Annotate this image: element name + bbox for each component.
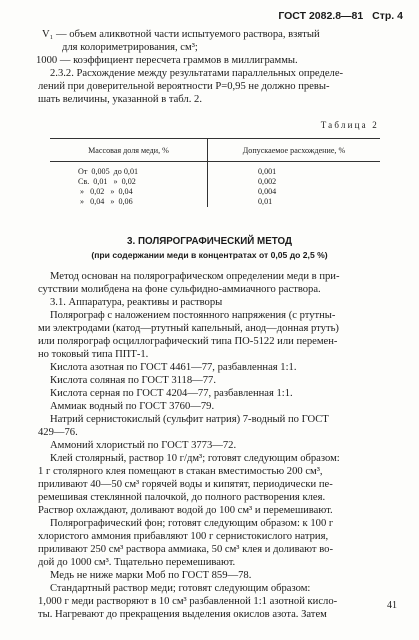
text-line: ты. Нагревают до прекращения выделения окислов азота. Затем [38, 609, 327, 620]
table-cell: От 0,005 до 0,01 [50, 162, 208, 178]
text-line: Кислота азотная по ГОСТ 4461—77, разбавленная 1:1. [50, 362, 297, 373]
table-row [50, 197, 380, 207]
text-line: сутствии молибдена на фоне сульфидно-аммиачного раствора. [38, 284, 321, 295]
text-line: ремешивая стеклянной палочкой, до полного растворения клея. [38, 492, 326, 503]
text-line: лений при доверительной вероятности P=0,95 не должно превы- [38, 81, 330, 92]
text-line: Клей столярный, раствор 10 г/дм³; готовят следующим образом: [50, 453, 340, 464]
text-line: шать величины, указанной в табл. 2. [38, 94, 202, 105]
text-line: Аммоний хлористый по ГОСТ 3773—72. [50, 440, 237, 451]
text-line: Метод основан на полярографическом определении меди в при- [50, 271, 340, 282]
page-header [272, 10, 403, 22]
text-line: приливают 40—50 см³ горячей воды и кипятят, периодически пе- [38, 479, 333, 490]
text-line: 3.1. Аппаратура, реактивы и растворы [50, 297, 223, 308]
text-line: дой до 1000 см³. Тщательно перемешивают. [38, 557, 236, 568]
table-cell: Св. 0,01 » 0,02 [50, 177, 208, 187]
text-line: Кислота соляная по ГОСТ 3118—77. [50, 375, 216, 386]
table-cell: 0,004 [258, 187, 277, 196]
text-line: Натрий сернистокислый (сульфит натрия) 7-водный по ГОСТ [50, 414, 329, 425]
text-line: хлористого аммония прибавляют 100 г сернистокислого натрия, [38, 531, 329, 542]
standard-number: ГОСТ 2082.8—81 [278, 10, 364, 22]
table-caption: Таблица 2 [320, 120, 379, 130]
text-line: Стандартный раствор меди; готовят следующим образом: [50, 583, 311, 594]
text-line: для колориметрирования, см³; [62, 42, 198, 53]
section-subtitle: (при содержании меди в концентратах от 0,05 до 2,5 %) [91, 250, 328, 260]
column-header: Допускаемое расхождение, % [208, 139, 381, 162]
text-line: 1,000 г меди растворяют в 10 см³ разбавленной 1:1 азотной кисло- [38, 596, 338, 607]
text-line: но токовый типа ППТ-1. [38, 349, 149, 360]
page-number: 41 [387, 600, 397, 611]
text-line: V₁ — объем аликвотной части испытуемого раствора, взятый [42, 29, 320, 40]
table-row [50, 177, 380, 187]
table-cell: 0,01 [258, 197, 273, 206]
text-line: 1000 — коэффициент пересчета граммов в миллиграммы. [36, 55, 298, 66]
text-line: Полярографический фон; готовят следующим образом: к 100 г [50, 518, 334, 529]
text-line: приливают 250 см³ раствора аммиака, 50 см³ клея и доливают во- [38, 544, 333, 555]
section-title: 3. ПОЛЯРОГРАФИЧЕСКИЙ МЕТОД [127, 236, 292, 247]
table-header-row [50, 139, 380, 162]
text-line: Полярограф с наложением постоянного напряжения (с ртутны- [50, 310, 336, 321]
text-line: 1 г столярного клея помещают в стакан вместимостью 200 см³, [38, 466, 323, 477]
table-cell: 0,002 [258, 177, 277, 186]
table-cell: » 0,02 » 0,04 [50, 187, 208, 197]
text-line: ми электродами (катод—ртутный капельный, анод—донная ртуть) [38, 323, 339, 334]
tolerance-table [50, 138, 380, 207]
page-label: Стр. 4 [372, 10, 403, 22]
text-line: Кислота серная по ГОСТ 4204—77, разбавленная 1:1. [50, 388, 293, 399]
text-line: 429—76. [38, 427, 78, 438]
table-row [50, 187, 380, 197]
text-line: Аммиак водный по ГОСТ 3760—79. [50, 401, 215, 412]
table-row [50, 162, 380, 178]
text-line: Раствор охлаждают, доливают водой до 100 см³ и перемешивают. [38, 505, 333, 516]
text-line: или полярограф осциллографический типа ПО-5122 или перемен- [38, 336, 338, 347]
table-cell: 0,001 [258, 167, 277, 176]
column-header: Массовая доля меди, % [50, 139, 208, 162]
table-cell: » 0,04 » 0,06 [50, 197, 208, 207]
text-line: Медь не ниже марки Моб по ГОСТ 859—78. [50, 570, 252, 581]
text-line: 2.3.2. Расхождение между результатами параллельных определе- [50, 68, 344, 79]
